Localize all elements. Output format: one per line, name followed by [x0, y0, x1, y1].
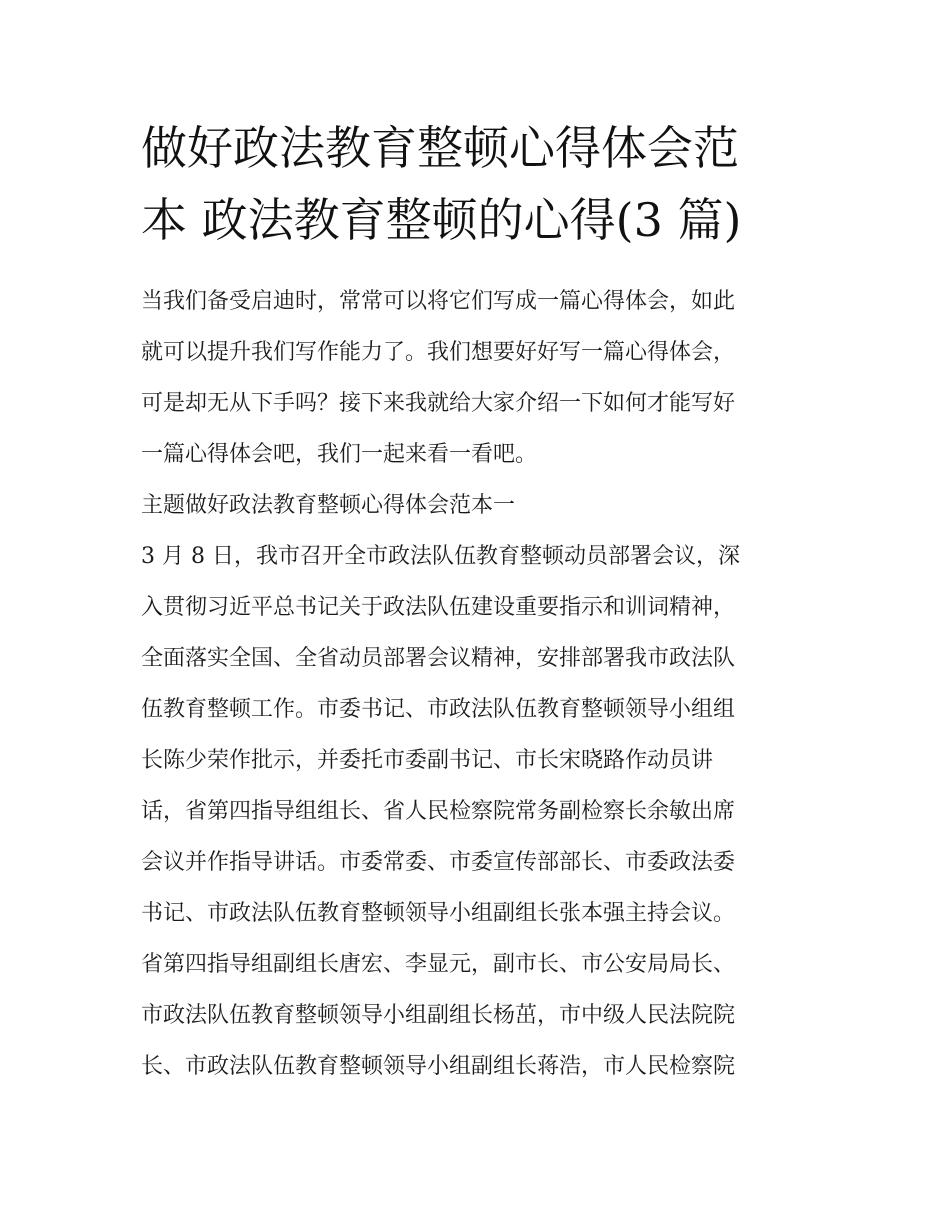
title-line: 本 政法教育整顿的心得(3 篇) — [141, 193, 742, 247]
text-line: 就可以提升我们写作能力了。我们想要好好写一篇心得体会， — [141, 340, 736, 365]
text-line: 市政法队伍教育整顿领导小组副组长杨茁，市中级人民法院院 — [141, 1003, 736, 1028]
document-title — [141, 112, 821, 256]
text-line: 入贯彻习近平总书记关于政法队伍建设重要指示和训词精神， — [141, 595, 736, 620]
text-line: 可是却无从下手吗？接下来我就给大家介绍一下如何才能写好 — [141, 391, 736, 416]
text-line: 会议并作指导讲话。市委常委、市委宣传部部长、市委政法委 — [141, 850, 736, 875]
text-line: 3 月 8 日，我市召开全市政法队伍教育整顿动员部署会议，深 — [141, 544, 740, 569]
text-line: 长陈少荣作批示，并委托市委副书记、市长宋晓路作动员讲 — [141, 748, 714, 773]
intro-paragraph — [141, 276, 821, 480]
text-line: 长、市政法队伍教育整顿领导小组副组长蒋浩，市人民检察院 — [141, 1054, 736, 1079]
text-line: 书记、市政法队伍教育整顿领导小组副组长张本强主持会议。 — [141, 901, 736, 926]
text-line: 一篇心得体会吧，我们一起来看一看吧。 — [141, 442, 538, 467]
section-heading-text: 主题做好政法教育整顿心得体会范本一 — [141, 493, 516, 518]
body-paragraph — [141, 531, 821, 1092]
section-heading — [141, 480, 821, 531]
text-line: 省第四指导组副组长唐宏、李显元，副市长、市公安局局长、 — [141, 952, 736, 977]
text-line: 全面落实全国、全省动员部署会议精神，安排部署我市政法队 — [141, 646, 736, 671]
text-line: 话，省第四指导组组长、省人民检察院常务副检察长余敏出席 — [141, 799, 736, 824]
text-line: 伍教育整顿工作。市委书记、市政法队伍教育整顿领导小组组 — [141, 697, 736, 722]
title-line: 做好政法教育整顿心得体会范 — [141, 121, 739, 175]
text-line: 当我们备受启迪时，常常可以将它们写成一篇心得体会，如此 — [141, 289, 736, 314]
